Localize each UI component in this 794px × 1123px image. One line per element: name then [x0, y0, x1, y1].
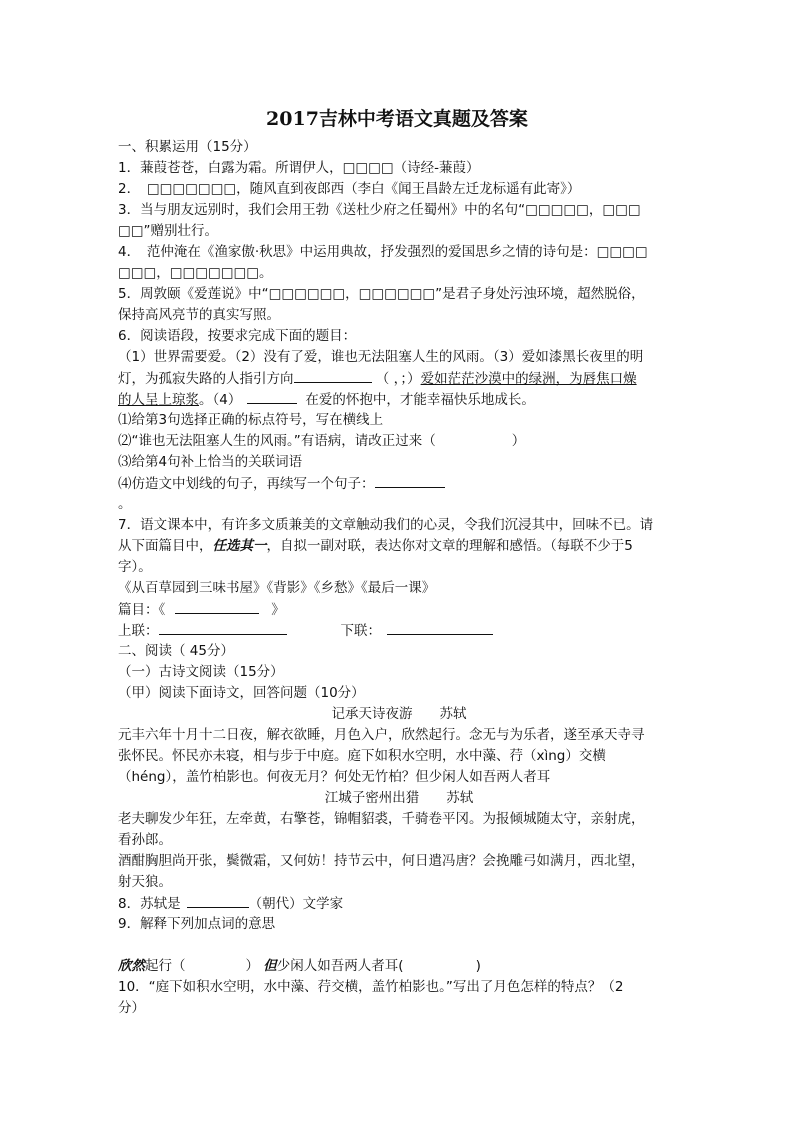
question-7-line-1: 7．语文课本中，有许多文质兼美的文章触动我们的心灵，令我们沉浸其中，回味不已。请 [118, 517, 654, 533]
passage-text: 。（4） [199, 392, 242, 408]
answer-blank[interactable] [375, 473, 445, 488]
question-6-passage-line-2 [118, 368, 680, 389]
lower-couplet-label: 下联： [340, 623, 381, 639]
section-2-heading: 二、阅读（ 45分） [118, 643, 234, 659]
question-10-line-2: 分） [118, 1000, 145, 1016]
poem-2-line-3: 酒酣胸胆尚开张，鬓微霜，又何妨！持节云中，何日遣冯唐？会挽雕弓如满月，西北望， [118, 853, 645, 869]
question-9-items [118, 956, 680, 977]
question-4-line-1: 4． 范仲淹在《渔家傲·秋思》中运用典故，抒发强烈的爱国思乡之情的诗句是：□□□□ [118, 244, 648, 260]
question-4-line-2: □□□，□□□□□□□。 [118, 265, 273, 281]
question-7-couplet [118, 620, 680, 641]
question-2: 2． □□□□□□□，随风直到夜郎西（李白《闻王昌龄左迁龙标遥有此寄》） [118, 181, 581, 197]
question-3-line-2: □□”赠别壮行。 [118, 223, 219, 239]
question-7-title-answer [118, 599, 680, 620]
q8-text: 8．苏轼是 [118, 896, 181, 912]
upper-couplet-blank[interactable] [159, 620, 287, 635]
q9-item-1: 起行（ [145, 958, 186, 974]
q7-text: 从下面篇目中， [118, 538, 213, 554]
q7-text: ，自拟一副对联，表达你对文章的理解和感悟。（每联不少于5 [266, 538, 633, 554]
question-5-line-1: 5．周敦颐《爱莲说》中“□□□□□□，□□□□□□”是君子身处污浊环境，超然脱俗， [118, 286, 645, 302]
poem-2-line-2: 看孙郎。 [118, 832, 172, 848]
document-body [118, 137, 680, 1019]
q7-emphasis: 任选其一 [212, 538, 267, 554]
underlined-sentence-end: 的人呈上琼浆 [118, 392, 199, 408]
upper-couplet-label: 上联： [118, 623, 159, 639]
question-6-sub-2 [118, 431, 680, 452]
question-6-sub-4-end: 。 [118, 496, 132, 512]
spacer [118, 935, 680, 956]
question-7-line-3: 字）。 [118, 559, 152, 575]
poem-2-title: 江城子密州出猎 苏轼 [324, 790, 474, 806]
question-6-sub-1: ⑴给第3句选择正确的标点符号，写在横线上 [118, 412, 384, 428]
answer-blank[interactable] [247, 389, 297, 404]
question-8 [118, 893, 680, 914]
question-3-line-1: 3．当与朋友远别时，我们会用王勃《送杜少府之任蜀州》中的名句“□□□□□，□□□ [118, 202, 641, 218]
poem-1-line-3: （héng），盖竹柏影也。何夜无月？何处无竹柏？但少闲人如吾两人者耳 [118, 769, 551, 785]
poem-1-line-1: 元丰六年十月十二日夜，解衣欲睡，月色入户，欣然起行。念无与为乐者，遂至承天寺寻 [118, 727, 645, 743]
question-10-line-1: 10．“庭下如积水空明，水中藻、荇交横，盖竹柏影也。”写出了月色怎样的特点？（2 [118, 979, 624, 995]
sub-2-text: ⑵“谁也无法阻塞人生的风雨。”有语病，请改正过来（ [118, 433, 436, 449]
part-jia-heading: （甲）阅读下面诗文，回答问题（10分） [118, 685, 365, 701]
page-title: 2017吉林中考语文真题及答案 [266, 108, 528, 130]
question-6-sub-4 [118, 473, 680, 494]
answer-blank[interactable] [294, 368, 372, 383]
title-close: 》 [271, 602, 285, 618]
q9-item-2-close: ) [475, 958, 481, 974]
poem-2-line-1: 老夫聊发少年狂，左牵黄，右擎苍，锦帽貂裘，千骑卷平冈。为报倾城随太守，亲射虎， [118, 811, 645, 827]
lower-couplet-blank[interactable] [387, 620, 493, 635]
dotted-word-1: 欣然 [118, 958, 145, 974]
q9-item-1-close: ） [245, 958, 259, 974]
question-9: 9．解释下列加点词的意思 [118, 916, 276, 932]
sub-2-close: ） [511, 433, 526, 449]
passage-text: 在爱的怀抱中，才能幸福快乐地成长。 [305, 392, 535, 408]
passage-text: 灯，为孤寂失路的人指引方向 [118, 371, 294, 387]
question-6-sub-3: ⑶给第4句补上恰当的关联词语 [118, 454, 303, 470]
question-5-line-2: 保持高风亮节的真实写照。 [118, 307, 280, 323]
punctuation-options: （ ，；） [375, 371, 421, 387]
poem-1-line-2: 张怀民。怀民亦未寝，相与步于中庭。庭下如积水空明，水中藻、荇（xìng）交横 [118, 748, 606, 764]
question-7-line-2 [118, 536, 680, 557]
section-1-heading: 一、积累运用（15分） [118, 139, 257, 155]
dotted-word-2: 但 [263, 958, 277, 974]
question-6-passage-line-3 [118, 389, 680, 410]
subsection-1-heading: （一）古诗文阅读（15分） [118, 664, 284, 680]
poem-1-title: 记承天诗夜游 苏轼 [331, 706, 467, 722]
question-7-titles: 《从百草园到三味书屋》《背影》《乡愁》《最后一课》 [118, 580, 436, 596]
question-6-passage-line-1: （1）世界需要爱。（2）没有了爱，谁也无法阻塞人生的风雨。（3）爱如漆黑长夜里的明 [118, 349, 644, 365]
sub-4-text: ⑷仿造文中划线的句子，再续写一个句子： [118, 476, 375, 492]
title-label: 篇目：《 [118, 602, 166, 618]
question-1: 1．蒹葭苍苍，白露为霜。所谓伊人，□□□□（诗经-蒹葭） [118, 160, 480, 176]
q9-item-2: 少闲人如吾两人者耳( [276, 958, 404, 974]
answer-blank[interactable] [187, 893, 249, 908]
question-6-prompt: 6．阅读语段，按要求完成下面的题目： [118, 328, 357, 344]
underlined-sentence: 爱如茫茫沙漠中的绿洲，为唇焦口燥 [420, 371, 637, 387]
answer-blank[interactable] [175, 599, 259, 614]
q8-text-end: （朝代）文学家 [248, 896, 344, 912]
poem-2-line-4: 射天狼。 [118, 874, 172, 890]
